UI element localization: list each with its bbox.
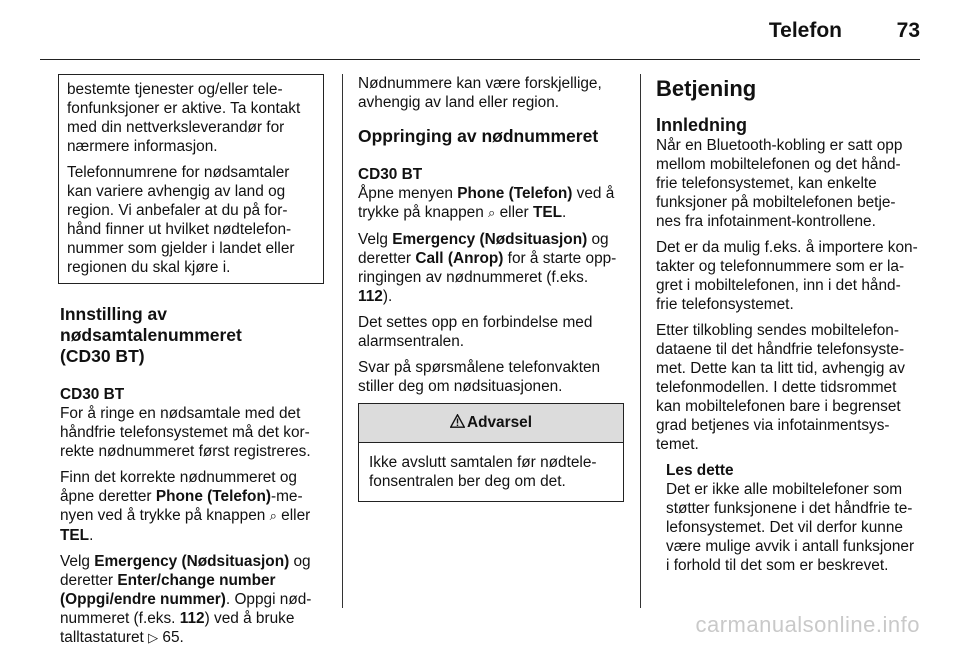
- paragraph: Velg Emergency (Nødsituasjon) og deretter Enter/change number (Oppgi/endre nummer). Oppgi nød-nummeret (f.eks. 112) ved å bruke talltastaturet ▷ 65.: [60, 553, 312, 646]
- subheading: CD30 BT: [60, 386, 125, 403]
- subheading: Innledning: [656, 115, 747, 135]
- warning-box: [358, 403, 624, 502]
- note-title: Les dette: [666, 462, 734, 479]
- paragraph: Det er da mulig f.eks. å importere kon-takter og telefonnummere som er la-gret i mobiltelefonen, inn i det hånd-frie telefonsystemet.: [656, 239, 918, 313]
- phone-button-icon: ⌕: [269, 509, 277, 524]
- subheading: CD30 BT: [358, 166, 423, 183]
- info-box: [58, 74, 324, 284]
- column-3: [656, 74, 920, 582]
- info-box-paragraph: Telefonnumrene for nødsamtaler kan variere avhengig av land og region. Vi anbefaler at du på for-hånd finner ut hvilket nødtelefon-nummer som gjelder i landet eller regionen du skal kjøre i.: [67, 164, 295, 276]
- column-1: [60, 74, 322, 655]
- column-divider: [342, 74, 343, 608]
- warning-header: [359, 404, 623, 443]
- arrow-right-icon: ▷: [148, 631, 159, 646]
- paragraph: Svar på spørsmålene telefonvakten stiller deg om nødsituasjonen.: [358, 359, 601, 395]
- paragraph: Når en Bluetooth-kobling er satt opp mellom mobiltelefonen og det hånd-frie telefonsystemet, kan enkelte funksjoner på mobiltelefonen betje-nes fra infotainment-kontrollene.: [656, 137, 903, 230]
- warning-triangle-icon: [450, 414, 465, 428]
- paragraph: Finn det korrekte nødnummeret og åpne deretter Phone (Telefon)-me-nyen ved å trykke på knappen ⌕ eller TEL.: [60, 469, 311, 544]
- watermark: carmanualsonline.info: [695, 612, 920, 637]
- warning-title: Advarsel: [466, 414, 533, 431]
- column-2: [358, 74, 624, 502]
- section-heading: Betjening: [656, 76, 757, 101]
- column-divider: [640, 74, 641, 608]
- paragraph: Åpne menyen Phone (Telefon) ved å trykke på knappen ⌕ eller TEL.: [358, 185, 615, 221]
- section-heading: Innstilling av nødsamtalenummeret (CD30 BT): [60, 304, 242, 366]
- paragraph: Velg Emergency (Nødsituasjon) og deretter Call (Anrop) for å starte opp-ringingen av nødnummeret (f.eks. 112).: [358, 231, 617, 305]
- header-rule: [40, 59, 920, 60]
- paragraph: For å ringe en nødsamtale med det håndfrie telefonsystemet må det kor-rekte nødnummeret først registreres.: [60, 405, 311, 460]
- paragraph: Det settes opp en forbindelse med alarmsentralen.: [358, 314, 593, 350]
- warning-text: Ikke avslutt samtalen før nødtele-fonsentralen ber deg om det.: [369, 454, 597, 490]
- note-text: Det er ikke alle mobiltelefoner som støtter funksjonene i det håndfrie te-lefonsystemet. Det vil derfor kunne være mulige avvik i antall funksjoner i forhold til det som er beskrevet.: [666, 481, 915, 574]
- section-heading: Oppringing av nødnummeret: [358, 126, 599, 146]
- paragraph: Nødnummere kan være forskjellige, avhengig av land eller region.: [358, 75, 602, 111]
- page-header: [0, 0, 960, 62]
- page-number: 73: [896, 19, 920, 42]
- paragraph: Etter tilkobling sendes mobiltelefon-dataene til det håndfrie telefonsyste-met. Dette kan ta litt tid, avhengig av telefonmodellen. I dette tidsrommet kan mobiltelefonen bare i begrenset grad betjenes via infotainmentsys-temet.: [656, 322, 905, 453]
- phone-button-icon: ⌕: [488, 206, 496, 221]
- note-box: [656, 461, 920, 575]
- info-box-paragraph: bestemte tjenester og/eller tele-fonfunksjoner er aktive. Ta kontakt med din nettverksleverandør for nærmere informasjon.: [67, 81, 301, 155]
- page-title: Telefon: [768, 19, 842, 42]
